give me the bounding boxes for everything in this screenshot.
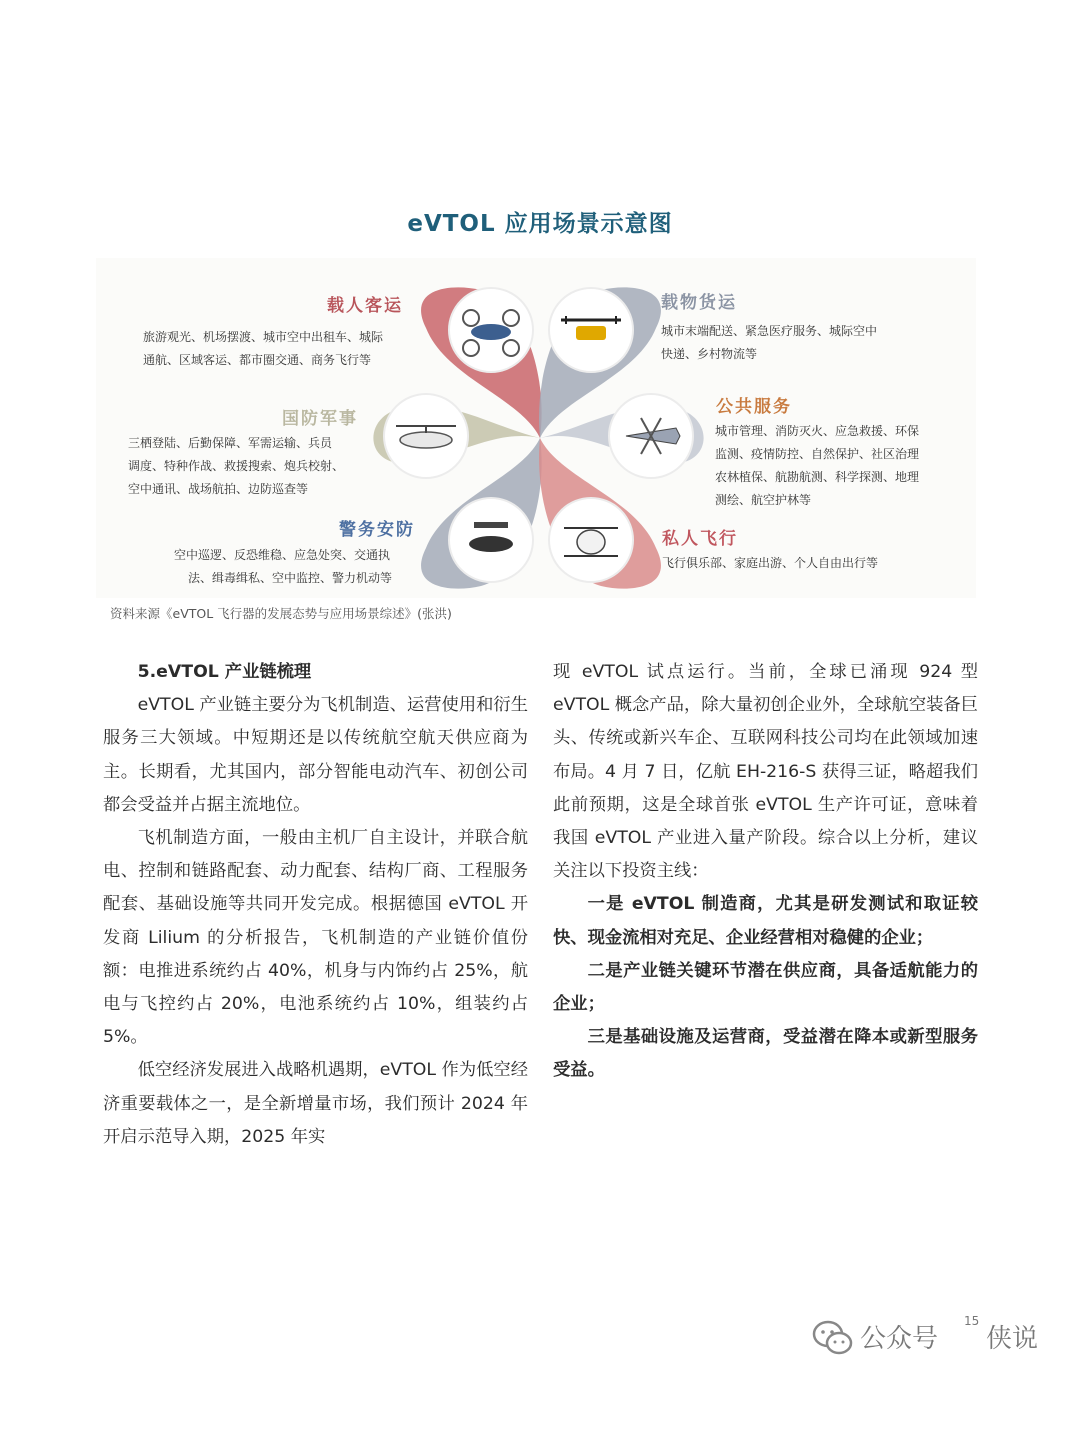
application-scenario-diagram bbox=[96, 258, 976, 598]
desc-line: 快递、乡村物流等 bbox=[661, 347, 758, 361]
category-desc-cargo bbox=[661, 320, 877, 366]
category-title-police: 警务安防 bbox=[339, 520, 415, 540]
desc-line: 农林植保、航勘航测、科学探测、地理 bbox=[715, 470, 920, 484]
category-title-passenger: 载人客运 bbox=[327, 296, 403, 316]
article-column-right bbox=[553, 656, 978, 1088]
category-desc-passenger bbox=[143, 326, 383, 372]
desc-line: 城市末端配送、紧急医疗服务、城际空中 bbox=[661, 324, 878, 338]
paragraph: 飞机制造方面，一般由主机厂自主设计，并联合航电、控制和链路配套、动力配套、结构厂商、工程服务配套、基础设施等共同开发完成。根据德国 eVTOL 开发商 Lilium 的分析报告，飞机制造的产业链价值份额：电推进系统约占 40%，机身与内饰约占 25%，航电与飞控约占 20%，电池系统约占 10%，组装约占 5%。 bbox=[103, 828, 528, 1048]
platform-label: 公众号 bbox=[860, 1324, 939, 1354]
aircraft-image-private bbox=[549, 498, 633, 582]
wechat-icon bbox=[812, 1318, 854, 1358]
desc-line: 旅游观光、机场摆渡、城市空中出租车、城际 bbox=[143, 330, 384, 344]
desc-line: 调度、特种作战、救援搜索、炮兵校射、 bbox=[128, 459, 345, 473]
desc-line: 空中通讯、战场航拍、边防巡查等 bbox=[128, 482, 309, 496]
paragraph: eVTOL 产业链主要分为飞机制造、运营使用和衍生服务三大领域。中短期还是以传统航空航天供应商为主。长期看，尤其国内，部分智能电动汽车、初创公司都会受益并占据主流地位。 bbox=[103, 695, 528, 815]
section-heading: 5.eVTOL 产业链梳理 bbox=[137, 662, 312, 682]
figure-title: eVTOL 应用场景示意图 bbox=[407, 211, 673, 237]
desc-line: 城市管理、消防灭火、应急救援、环保 bbox=[715, 424, 920, 438]
desc-line: 监测、疫情防控、自然保护、社区治理 bbox=[715, 447, 920, 461]
category-title-defense: 国防军事 bbox=[282, 409, 358, 429]
category-title-private: 私人飞行 bbox=[662, 529, 738, 549]
figure-source: 资料来源《eVTOL 飞行器的发展态势与应用场景综述》(张洪) bbox=[110, 606, 452, 621]
recommendation-1: 一是 eVTOL 制造商，尤其是研发测试和取证较快、现金流相对充足、企业经营相对稳健的企业； bbox=[553, 894, 978, 948]
paragraph: 低空经济发展进入战略机遇期，eVTOL 作为低空经济重要载体之一，是全新增量市场，我们预计 2024 年开启示范导入期，2025 年实 bbox=[103, 1060, 528, 1147]
recommendation-3: 三是基础设施及运营商，受益潜在降本或新型服务受益。 bbox=[553, 1027, 978, 1081]
category-desc-public bbox=[715, 420, 919, 512]
category-desc-police bbox=[174, 544, 392, 590]
category-desc-defense bbox=[128, 432, 344, 501]
desc-line: 测绘、航空护林等 bbox=[715, 493, 812, 507]
aircraft-image-police bbox=[449, 498, 533, 582]
desc-line: 法、缉毒缉私、空中监控、警力机动等 bbox=[188, 571, 393, 585]
desc-line: 三栖登陆、后勤保障、军需运输、兵员 bbox=[128, 436, 333, 450]
footer-watermark bbox=[812, 1312, 1062, 1362]
desc-line: 空中巡逻、反恐维稳、应急处突、交通执 bbox=[174, 548, 391, 562]
aircraft-image-public bbox=[609, 394, 693, 478]
desc-line: 飞行俱乐部、家庭出游、个人自由出行等 bbox=[662, 556, 879, 570]
account-name: 侠说 bbox=[986, 1324, 1039, 1354]
desc-line: 通航、区域客运、都市圈交通、商务飞行等 bbox=[143, 353, 372, 367]
aircraft-image-passenger bbox=[449, 288, 533, 372]
category-title-public: 公共服务 bbox=[716, 397, 792, 417]
category-title-cargo: 载物货运 bbox=[661, 293, 737, 313]
paragraph: 现 eVTOL 试点运行。当前，全球已涌现 924 型 eVTOL 概念产品，除大量初创企业外，全球航空装备巨头、传统或新兴车企、互联网科技公司均在此领域加速布局。4 月 7 日，亿航 EH-216-S 获得三证，略超我们此前预期，这是全球首张 eVTOL 生产许可证，意味着我国 eVTOL 产业进入量产阶段。综合以上分析，建议关注以下投资主线： bbox=[553, 662, 978, 882]
category-desc-private bbox=[662, 552, 878, 575]
aircraft-image-cargo bbox=[549, 288, 633, 372]
recommendation-2: 二是产业链关键环节潜在供应商，具备适航能力的企业； bbox=[553, 960, 978, 1015]
page-number: 15 bbox=[964, 1314, 980, 1328]
article-column-left bbox=[103, 656, 528, 1154]
aircraft-image-defense bbox=[384, 394, 468, 478]
